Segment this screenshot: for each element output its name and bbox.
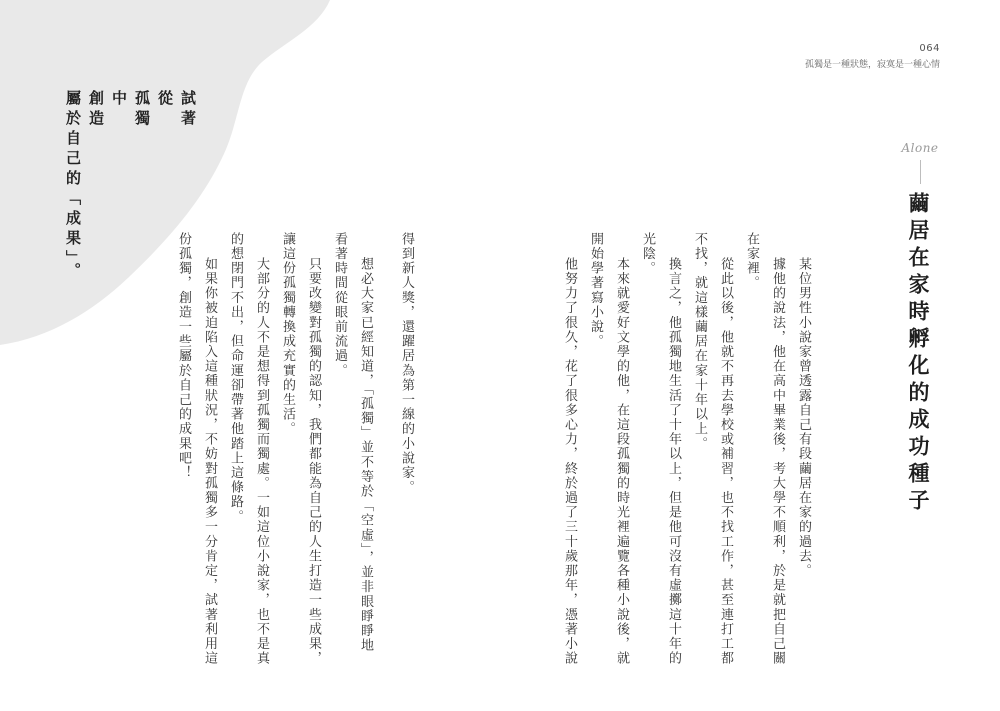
body-line: 讓這份孤獨轉換成充實的生活。 (280, 232, 295, 437)
body-line: 他努力了很久，花了很多心力，終於過了三十歲那年，憑著小說 (562, 257, 577, 666)
body-line: 在家裡。 (744, 232, 759, 291)
body-line: 從此以後，他就不再去學校或補習，也不找工作，甚至連打工都 (718, 257, 733, 666)
body-line: 份孤獨，創造一些屬於自己的成果吧！ (176, 232, 191, 481)
running-title: 孤獨是一種狀態，寂寞是一種心情 (804, 60, 940, 70)
quote-line: 創造 (87, 90, 105, 130)
page-number: 064 (919, 43, 940, 54)
quote-line: 試著 (179, 90, 197, 130)
body-line: 本來就愛好文學的他，在這段孤獨的時光裡遍覽各種小說後，就 (614, 257, 629, 666)
quote-line: 孤獨 (133, 90, 151, 130)
body-line: 不找，就這樣繭居在家十年以上。 (692, 232, 707, 451)
body-line: 的想閉門不出，但命運卻帶著他踏上這條路。 (228, 232, 243, 524)
body-line: 看著時間從眼前流過。 (332, 232, 347, 378)
body-line: 開始學著寫小說。 (588, 232, 603, 349)
body-line: 據他的說法，他在高中畢業後，考大學不順利，於是就把自己關 (770, 257, 785, 666)
section-heading: 繭居在家時孵化的成功種子 (906, 192, 931, 516)
body-line: 某位男性小說家曾透露自己有段繭居在家的過去。 (796, 257, 811, 579)
quote-line: 屬於自己的「成果」。 (64, 90, 82, 283)
alone-script-label: Alone (901, 141, 939, 155)
body-line: 光陰。 (640, 232, 655, 276)
quote-line: 中 (110, 90, 128, 110)
body-line: 如果你被迫陷入這種狀況，不妨對孤獨多一分肯定，試著利用這 (202, 257, 217, 666)
quote-line: 從 (156, 90, 174, 110)
body-line: 想必大家已經知道，「孤獨」並不等於「空虛」，並非眼睜睜地 (358, 257, 373, 653)
heading-divider (920, 160, 921, 184)
body-line: 大部分的人不是想得到孤獨而獨處。一如這位小說家，也不是真 (254, 257, 269, 666)
body-line: 換言之，他孤獨地生活了十年以上，但是他可沒有虛擲這十年的 (666, 257, 681, 666)
body-line: 只要改變對孤獨的認知，我們都能為自己的人生打造一些成果， (306, 257, 321, 666)
body-line: 得到新人獎，還躍居為第一線的小說家。 (399, 232, 414, 495)
